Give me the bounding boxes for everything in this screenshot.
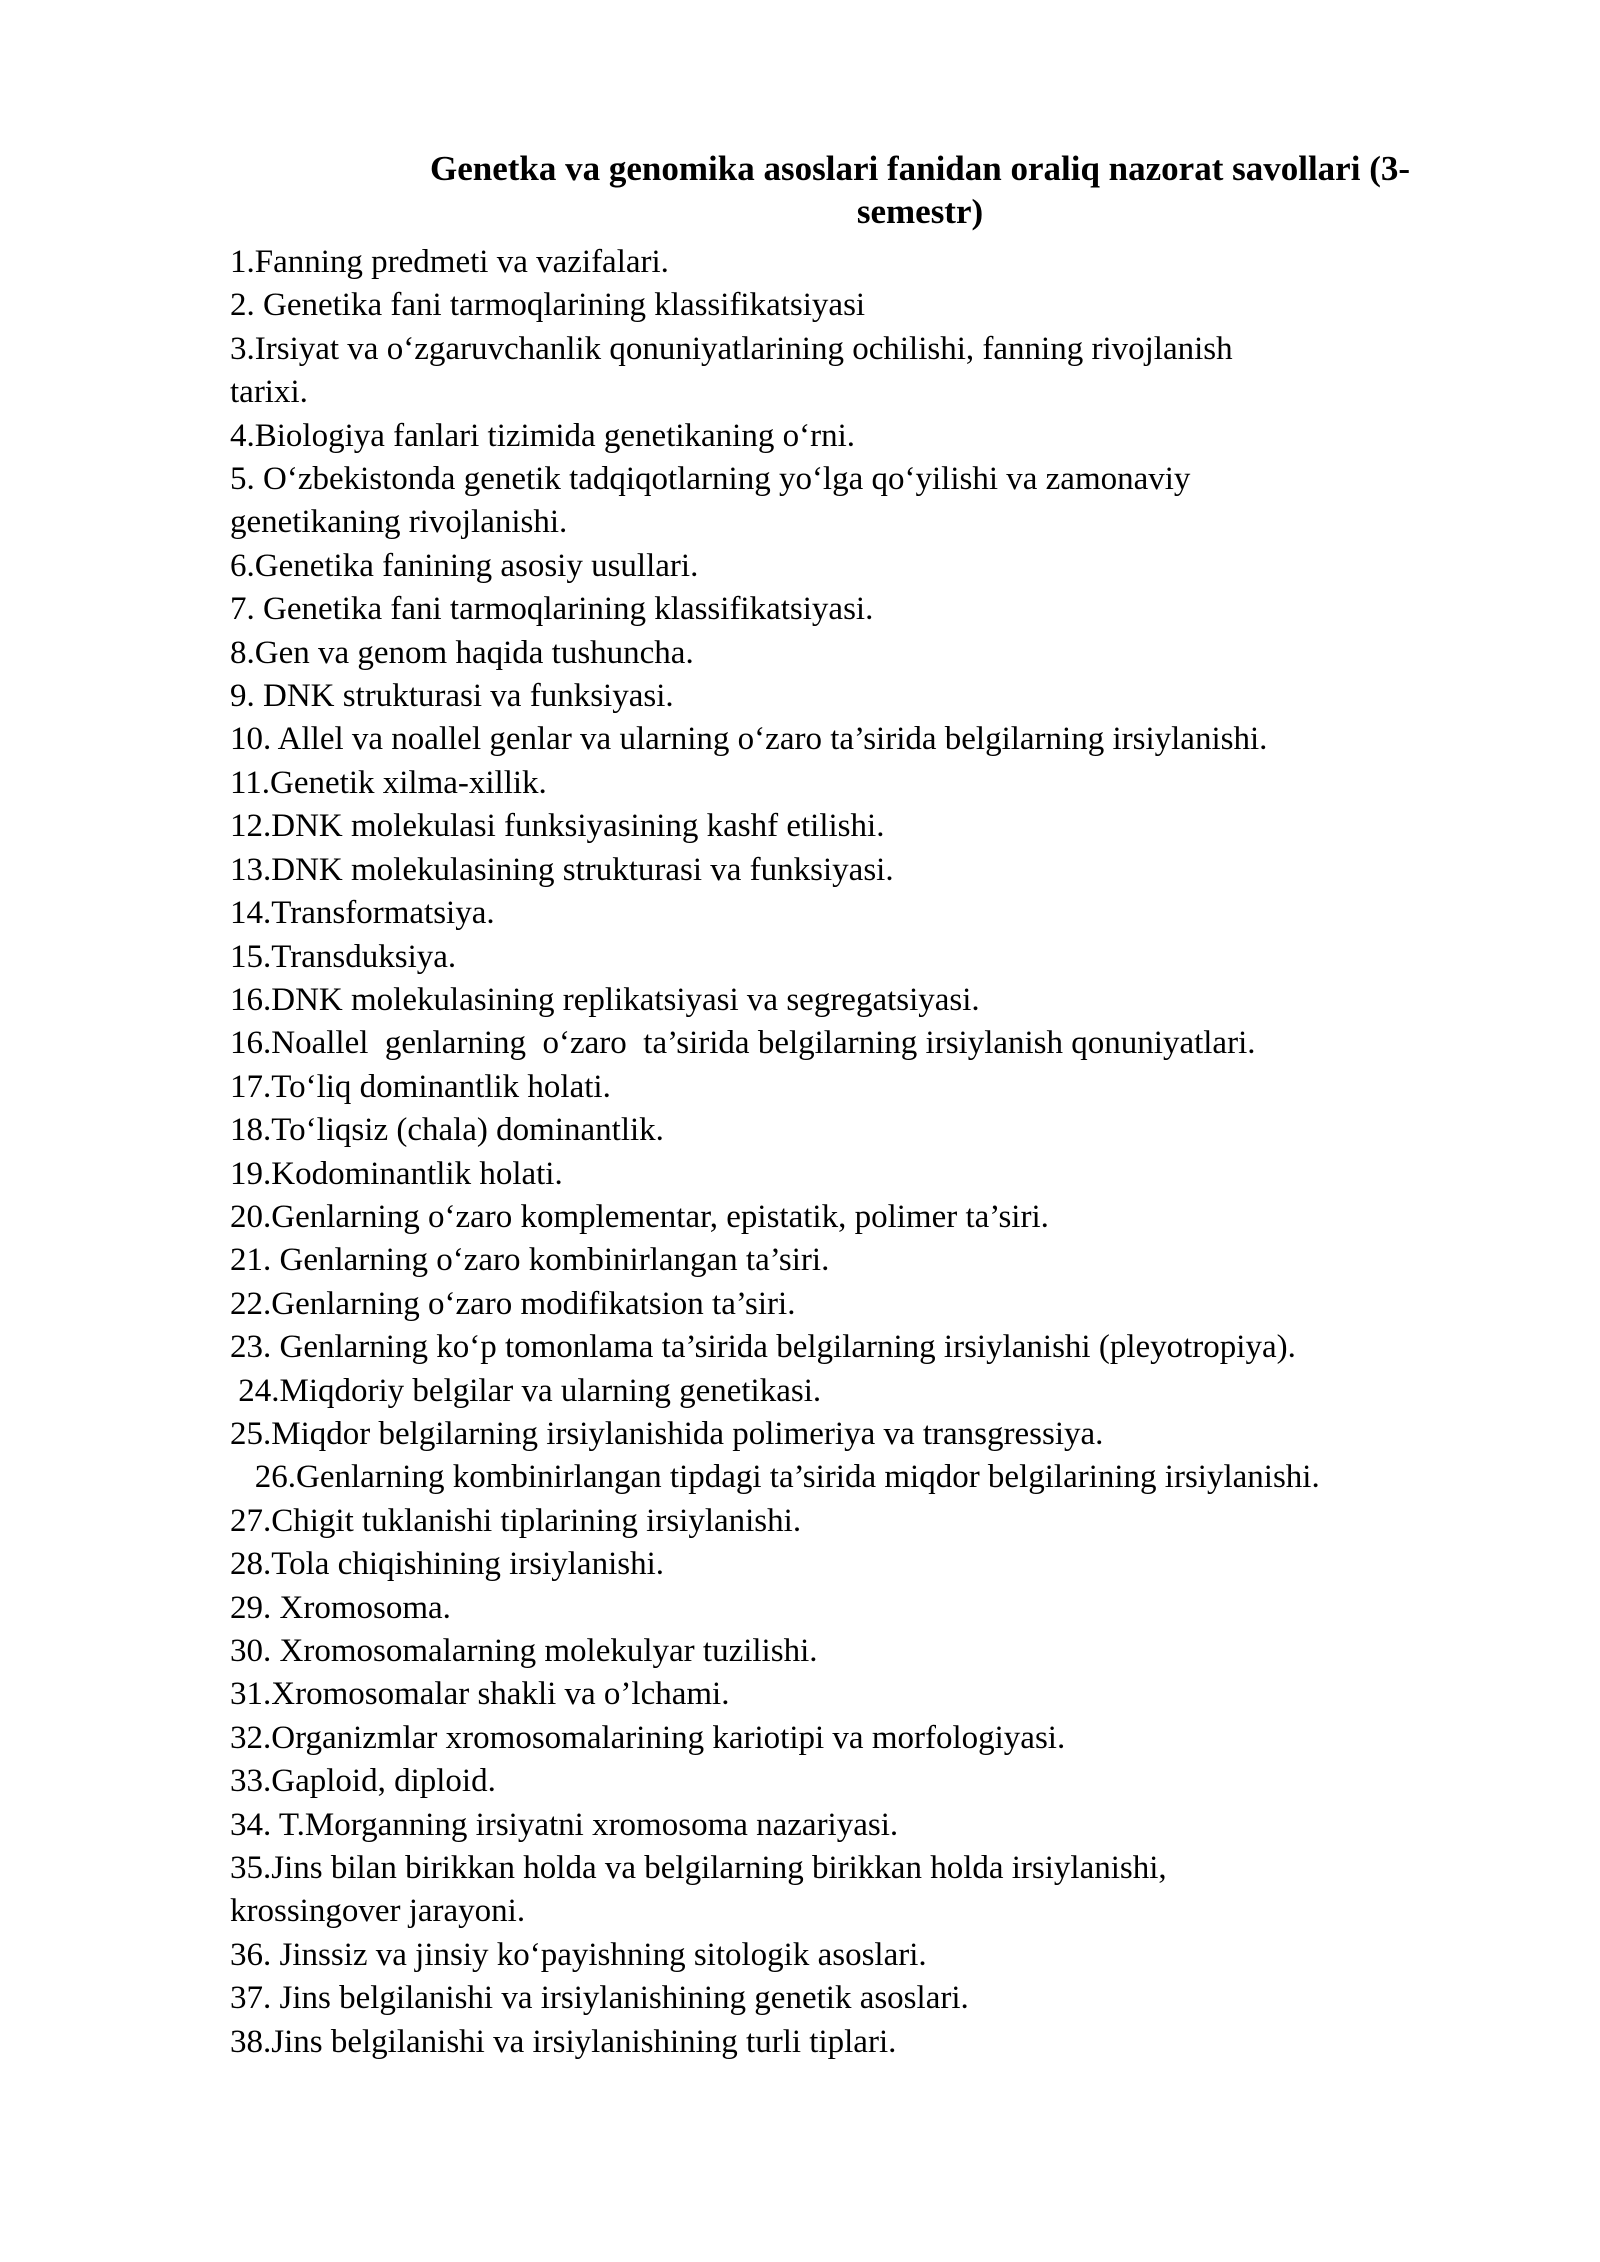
question-item (230, 415, 1530, 458)
question-text: 4.Biologiya fanlari tizimida genetikaning o‘rni. (230, 417, 856, 454)
question-item (230, 545, 1530, 588)
question-text: 2. Genetika fani tarmoqlarining klassifikatsiyasi (230, 287, 866, 324)
question-item (230, 588, 1530, 631)
question-text: 3.Irsiyat va o‘zgaruvchanlik qonuniyatlarining ochilishi, fanning rivojlanish (230, 330, 1233, 367)
question-item (230, 718, 1530, 761)
question-item (230, 632, 1530, 675)
question-text: 34. T.Morganning irsiyatni xromosoma nazariyasi. (230, 1806, 899, 1843)
question-item (230, 1934, 1530, 1977)
question-item (230, 849, 1530, 892)
question-text: 23. Genlarning ko‘p tomonlama ta’sirida belgilarning irsiylanishi (pleyotropiya). (230, 1329, 1296, 1366)
question-text: 27.Chigit tuklanishi tiplarining irsiylanishi. (230, 1502, 802, 1539)
question-text: 24.Miqdoriy belgilar va ularning genetikasi. (230, 1372, 822, 1409)
question-text: 29. Xromosoma. (230, 1589, 451, 1626)
question-text: 1.Fanning predmeti va vazifalari. (230, 244, 669, 280)
question-text: 11.Genetik xilma-xillik. (230, 764, 547, 801)
question-text: 8.Gen va genom haqida tushuncha. (230, 634, 694, 671)
question-text: 28.Tola chiqishining irsiylanishi. (230, 1546, 664, 1583)
question-item (230, 1630, 1530, 1673)
question-item (230, 1717, 1530, 1760)
question-text: 17.To‘liq dominantlik holati. (230, 1068, 611, 1105)
question-item (230, 1587, 1530, 1630)
question-text: 21. Genlarning o‘zaro kombinirlangan ta’siri. (230, 1242, 830, 1279)
document-title-line: semestr) (856, 192, 984, 231)
question-item (230, 458, 1530, 545)
question-item (230, 241, 1530, 284)
question-text: 5. O‘zbekistonda genetik tadqiqotlarning yo‘lga qo‘yilishi va zamonaviy (230, 461, 1191, 498)
question-text: 22.Genlarning o‘zaro modifikatsion ta’siri. (230, 1285, 796, 1322)
question-item (230, 1239, 1530, 1282)
question-text: 14.Transformatsiya. (230, 895, 495, 932)
question-text: 26.Genlarning kombinirlangan tipdagi ta’sirida miqdor belgilarining irsiylanishi. (230, 1459, 1320, 1496)
question-text: 32.Organizmlar xromosomalarining kariotipi va morfologiyasi. (230, 1719, 1066, 1756)
question-text: 19.Kodominantlik holati. (230, 1155, 563, 1192)
question-item (230, 1066, 1530, 1109)
question-item (230, 1456, 1530, 1499)
question-text: 6.Genetika fanining asosiy usullari. (230, 547, 699, 584)
question-item (230, 936, 1530, 979)
question-item (230, 1804, 1530, 1847)
question-item (230, 979, 1530, 1022)
question-item (230, 805, 1530, 848)
question-text: 33.Gaploid, diploid. (230, 1763, 496, 1800)
question-text: 20.Genlarning o‘zaro komplementar, epistatik, polimer ta’siri. (230, 1198, 1049, 1235)
question-item (230, 1847, 1530, 1934)
question-text: krossingover jarayoni. (230, 1893, 526, 1930)
question-text: 7. Genetika fani tarmoqlarining klassifikatsiyasi. (230, 591, 874, 628)
question-list (230, 241, 1530, 2064)
question-item (230, 1153, 1530, 1196)
question-text: 38.Jins belgilanishi va irsiylanishining turli tiplari. (230, 2023, 897, 2060)
question-text: 16.Noallel genlarning o‘zaro ta’sirida belgilarning irsiylanish qonuniyatlari. (230, 1025, 1256, 1062)
question-item (230, 2021, 1530, 2064)
question-text: 12.DNK molekulasi funksiyasining kashf etilishi. (230, 808, 885, 845)
question-text: 15.Transduksiya. (230, 938, 457, 975)
question-item (230, 1109, 1530, 1152)
question-text: 16.DNK molekulasining replikatsiyasi va segregatsiyasi. (230, 981, 980, 1018)
question-item (230, 328, 1530, 415)
document-title (360, 147, 1480, 233)
question-item (230, 892, 1530, 935)
question-item (230, 1500, 1530, 1543)
question-item (230, 1022, 1530, 1065)
question-text: tarixi. (230, 374, 308, 411)
question-item (230, 1283, 1530, 1326)
document-title-line: Genetka va genomika asoslari fanidan oraliq nazorat savollari (3- (430, 149, 1410, 188)
question-item (230, 1543, 1530, 1586)
question-text: 18.To‘liqsiz (chala) dominantlik. (230, 1112, 664, 1149)
question-item (230, 284, 1530, 327)
question-item (230, 1370, 1530, 1413)
question-text: 25.Miqdor belgilarning irsiylanishida polimeriya va transgressiya. (230, 1415, 1104, 1452)
question-item (230, 1760, 1530, 1803)
question-item (230, 1673, 1530, 1716)
question-item (230, 1326, 1530, 1369)
question-text: 30. Xromosomalarning molekulyar tuzilishi. (230, 1633, 818, 1669)
question-text: genetikaning rivojlanishi. (230, 504, 568, 541)
question-text: 35.Jins bilan birikkan holda va belgilarning birikkan holda irsiylanishi, (230, 1850, 1167, 1887)
question-item (230, 762, 1530, 805)
question-text: 9. DNK strukturasi va funksiyasi. (230, 678, 674, 715)
question-text: 31.Xromosomalar shakli va o’lchami. (230, 1676, 730, 1713)
question-text: 36. Jinssiz va jinsiy ko‘payishning sitologik asoslari. (230, 1936, 927, 1973)
question-item (230, 1196, 1530, 1239)
question-item (230, 1413, 1530, 1456)
question-text: 10. Allel va noallel genlar va ularning o‘zaro ta’sirida belgilarning irsiylanishi. (230, 721, 1268, 758)
question-item (230, 1977, 1530, 2020)
question-text: 13.DNK molekulasining strukturasi va funksiyasi. (230, 851, 894, 888)
question-item (230, 675, 1530, 718)
question-text: 37. Jins belgilanishi va irsiylanishining genetik asoslari. (230, 1980, 969, 2017)
